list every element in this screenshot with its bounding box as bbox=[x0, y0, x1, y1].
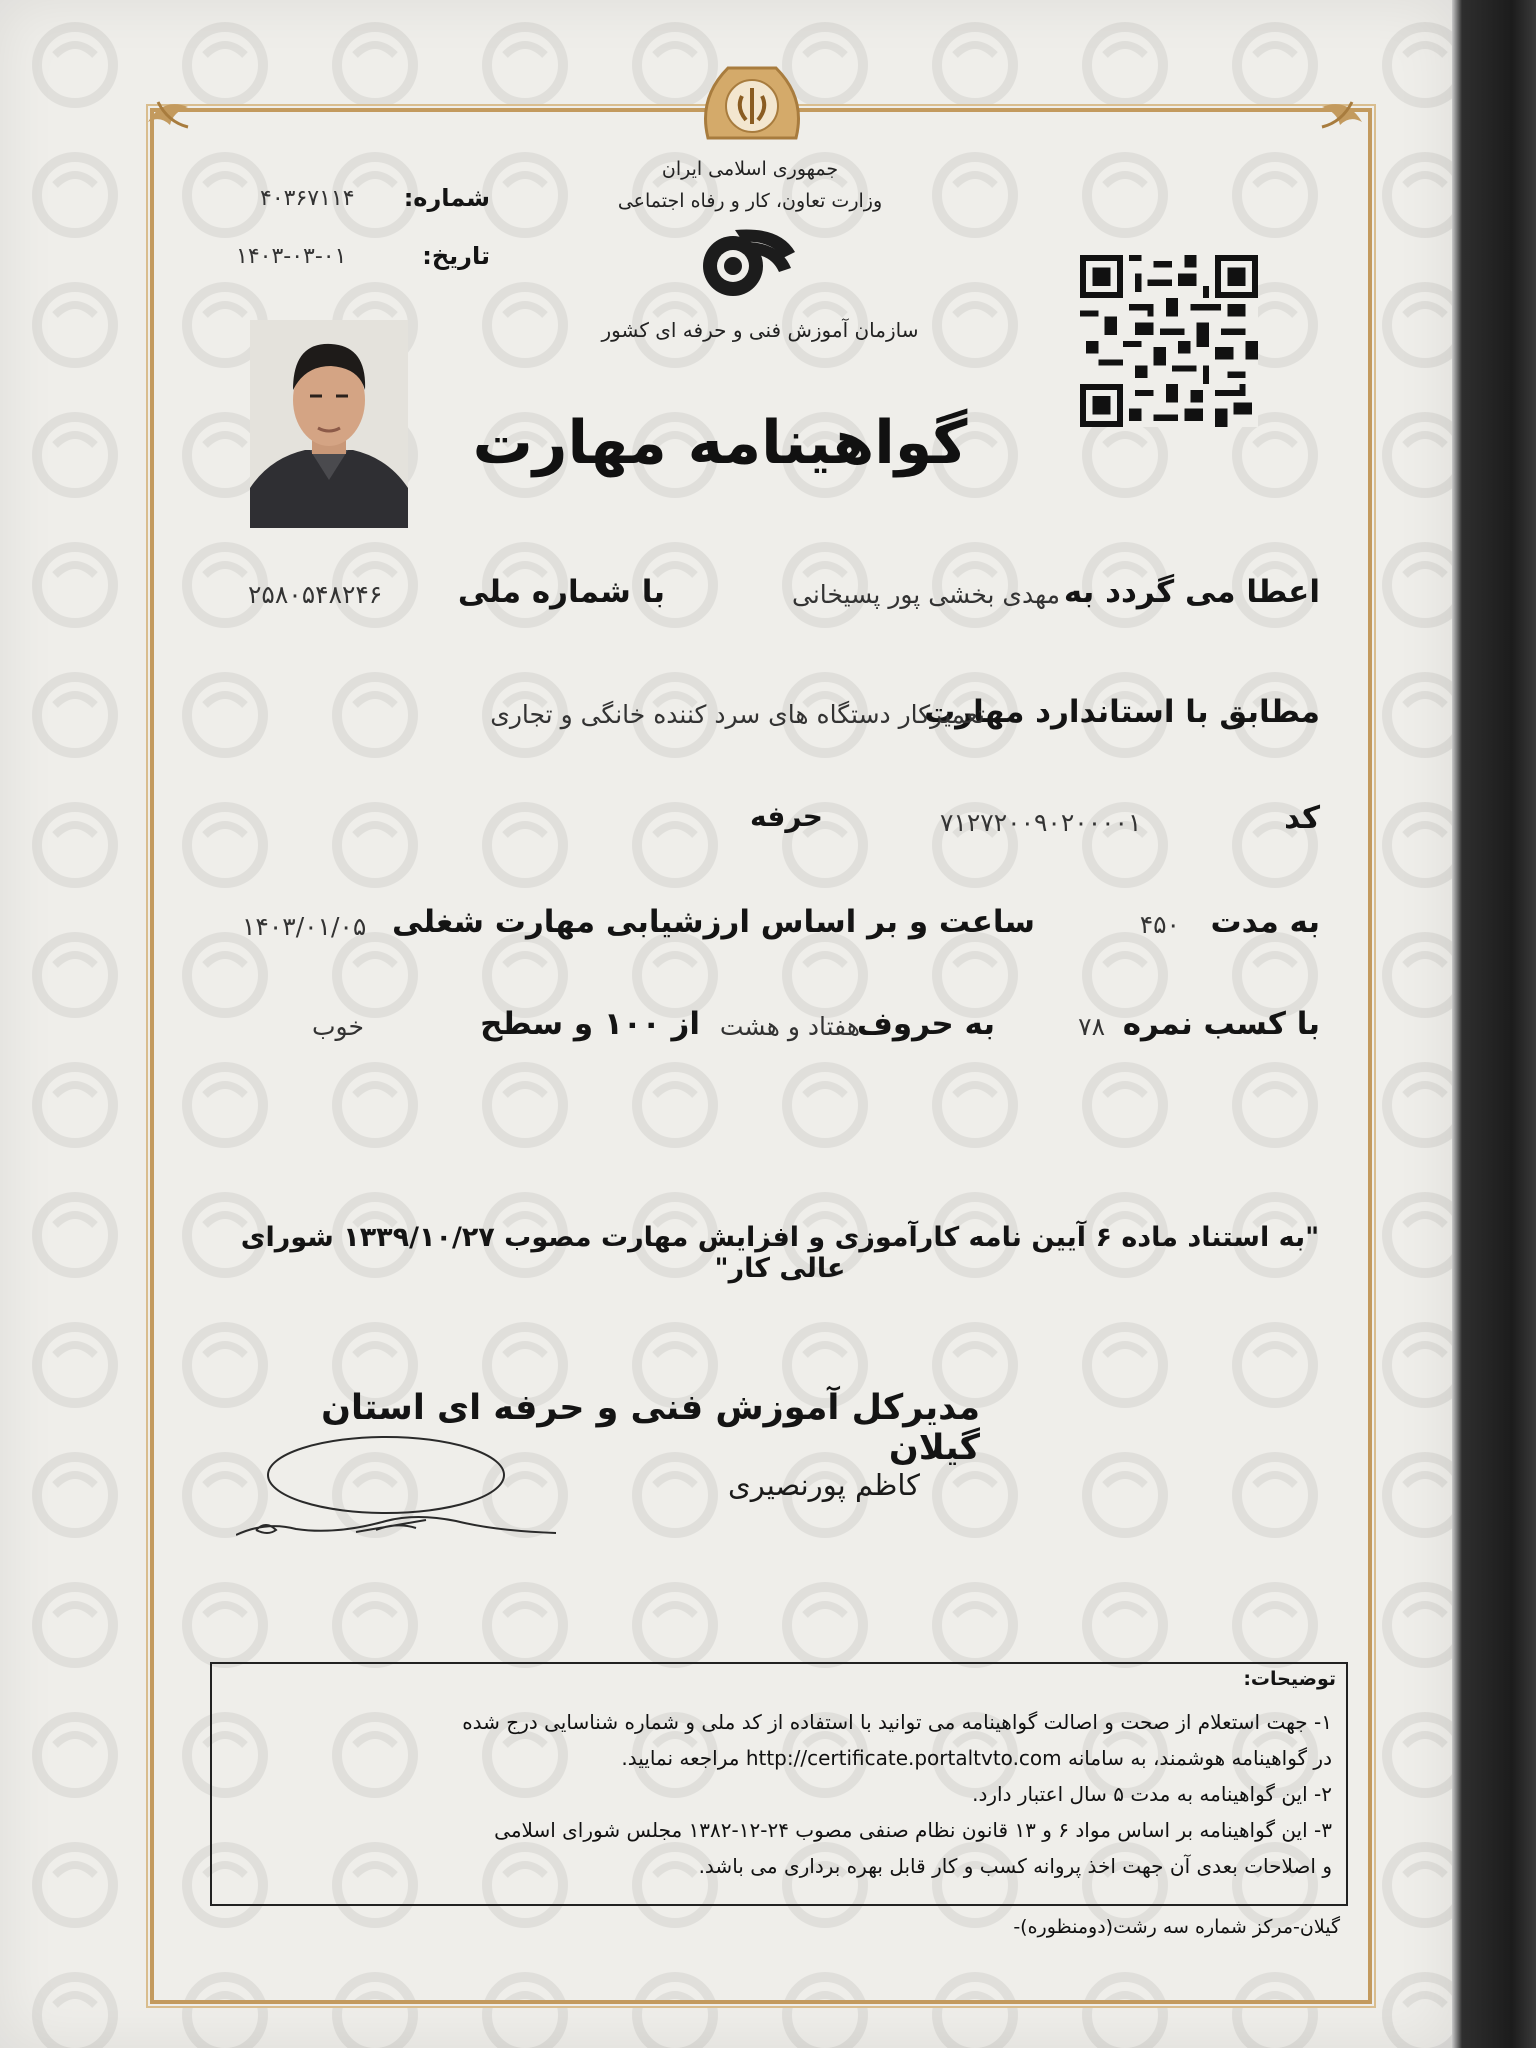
footer-center-text: گیلان-مرکز شماره سه رشت(دومنظوره)- bbox=[1013, 1916, 1340, 1938]
type-value: حرفه bbox=[750, 800, 823, 833]
holder-photo bbox=[250, 320, 408, 528]
signatory-name: کاظم پورنصیری bbox=[728, 1468, 920, 1502]
legal-basis-text: "به استناد ماده ۶ آیین نامه کارآموزی و افزایش مهارت مصوب ۱۳۳۹/۱۰/۲۷ شورای عالی کار" bbox=[240, 1222, 1320, 1284]
tvto-logo-icon bbox=[695, 222, 805, 302]
code-label: کد bbox=[1284, 800, 1320, 836]
notes-box bbox=[210, 1662, 1348, 1906]
national-id-label: با شماره ملی bbox=[457, 574, 665, 610]
score-words: هفتاد و هشت bbox=[719, 1012, 860, 1041]
signatory-title: مدیرکل آموزش فنی و حرفه ای استان گیلان bbox=[321, 1388, 980, 1468]
code-value: ۷۱۲۷۲۰۰۹۰۲۰۰۰۰۱ bbox=[940, 808, 1142, 837]
awarded-to-label: اعطا می گردد به bbox=[1063, 574, 1320, 610]
national-id-value: ۲۵۸۰۵۴۸۲۴۶ bbox=[248, 580, 383, 609]
notes-line-1: ۱- جهت استعلام از صحت و اصالت گواهینامه می توانید با استفاده از کد ملی و شماره شناسایی درج شده bbox=[462, 1710, 1332, 1734]
picture-frame-edge bbox=[1452, 0, 1536, 2048]
notes-line-2: در گواهینامه هوشمند، به سامانه http://certificate.portaltvto.com مراجعه نمایید. bbox=[621, 1746, 1332, 1770]
notes-line-3: ۲- این گواهینامه به مدت ۵ سال اعتبار دارد. bbox=[972, 1782, 1332, 1806]
notes-line-4: ۳- این گواهینامه بر اساس مواد ۶ و ۱۳ قانون نظام صنفی مصوب ۲۴-۱۲-۱۳۸۲ مجلس شورای اسلامی bbox=[494, 1818, 1332, 1842]
date-label: تاریخ: bbox=[422, 242, 490, 270]
duration-row bbox=[230, 904, 1330, 954]
notes-line-5: و اصلاحات بعدی آن جهت اخذ پروانه کسب و کار قابل بهره برداری می باشد. bbox=[698, 1854, 1332, 1878]
date-value: ۱۴۰۳-۰۳-۰۱ bbox=[236, 244, 347, 269]
awarded-row bbox=[230, 574, 1330, 624]
level-value: خوب bbox=[312, 1012, 364, 1041]
corner-ornament-top-right bbox=[1300, 92, 1372, 164]
qr-code bbox=[1080, 255, 1258, 427]
duration-suffix: ساعت و بر اساس ارزشیابی مهارت شغلی bbox=[392, 904, 1035, 940]
organization-text: سازمان آموزش فنی و حرفه ای کشور bbox=[601, 318, 919, 342]
republic-text: جمهوری اسلامی ایران bbox=[661, 158, 839, 180]
ministry-text: وزارت تعاون، کار و رفاه اجتماعی bbox=[617, 190, 883, 212]
out-of-label: از ۱۰۰ و سطح bbox=[480, 1006, 700, 1042]
number-value: ۴۰۳۶۷۱۱۴ bbox=[260, 186, 355, 211]
score-label: با کسب نمره bbox=[1122, 1006, 1320, 1042]
in-words-label: به حروف bbox=[856, 1006, 995, 1042]
score-row bbox=[300, 1006, 1330, 1056]
number-label: شماره: bbox=[403, 184, 490, 212]
iran-emblem-icon bbox=[688, 58, 816, 154]
standard-label: مطابق با استاندارد مهارت bbox=[924, 694, 1320, 730]
handwritten-signature bbox=[236, 1430, 566, 1550]
duration-hours: ۴۵۰ bbox=[1139, 910, 1180, 939]
holder-name: مهدی بخشی پور پسیخانی bbox=[792, 580, 1060, 609]
score-value: ۷۸ bbox=[1078, 1012, 1105, 1041]
standard-value: تعمیرکار دستگاه های سرد کننده خانگی و تجاری bbox=[490, 700, 985, 729]
standard-row bbox=[330, 694, 1330, 754]
certificate-title: گواهینامه مهارت bbox=[472, 408, 968, 478]
duration-label: به مدت bbox=[1210, 904, 1320, 940]
corner-ornament-top-left bbox=[138, 92, 210, 164]
assessment-date: ۱۴۰۳/۰۱/۰۵ bbox=[242, 912, 367, 941]
certificate-date-row bbox=[230, 242, 490, 276]
code-row bbox=[700, 800, 1330, 850]
notes-heading: توضیحات: bbox=[1243, 1668, 1336, 1690]
certificate-number-row bbox=[250, 184, 490, 218]
